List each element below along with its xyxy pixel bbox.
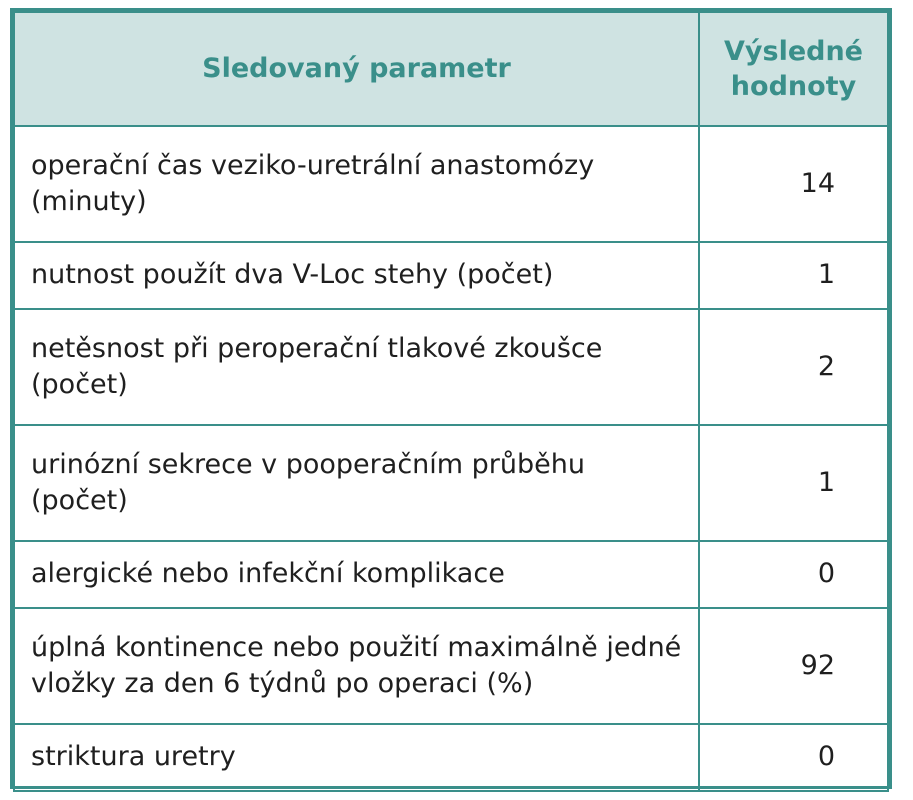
row-parameter: úplná kontinence nebo použití maximálně jedné vložky za den 6 týdnů po operaci (%) bbox=[14, 608, 699, 724]
row-value: 0 bbox=[699, 724, 888, 791]
row-parameter: netěsnost při peroperační tlakové zkoušce (počet) bbox=[14, 309, 699, 425]
row-value: 1 bbox=[699, 242, 888, 309]
row-value: 14 bbox=[699, 126, 888, 242]
header-result: Výsledné hodnoty bbox=[699, 12, 888, 126]
row-parameter: striktura uretry bbox=[14, 724, 699, 791]
row-parameter: urinózní sekrece v pooperačním průběhu (počet) bbox=[14, 425, 699, 541]
row-parameter: nutnost použít dva V-Loc stehy (počet) bbox=[14, 242, 699, 309]
table-row bbox=[14, 242, 888, 309]
table-row bbox=[14, 425, 888, 541]
row-value: 0 bbox=[699, 541, 888, 608]
table-header-row bbox=[14, 12, 888, 126]
table-row bbox=[14, 541, 888, 608]
table-row bbox=[14, 126, 888, 242]
table-row bbox=[14, 608, 888, 724]
row-value: 1 bbox=[699, 425, 888, 541]
row-value: 92 bbox=[699, 608, 888, 724]
table-row bbox=[14, 309, 888, 425]
header-parameter: Sledovaný parametr bbox=[14, 12, 699, 126]
results-table-frame bbox=[10, 8, 892, 789]
row-parameter: operační čas veziko-uretrální anastomózy (minuty) bbox=[14, 126, 699, 242]
table-row bbox=[14, 724, 888, 791]
results-table bbox=[13, 11, 889, 792]
row-parameter: alergické nebo infekční komplikace bbox=[14, 541, 699, 608]
row-value: 2 bbox=[699, 309, 888, 425]
